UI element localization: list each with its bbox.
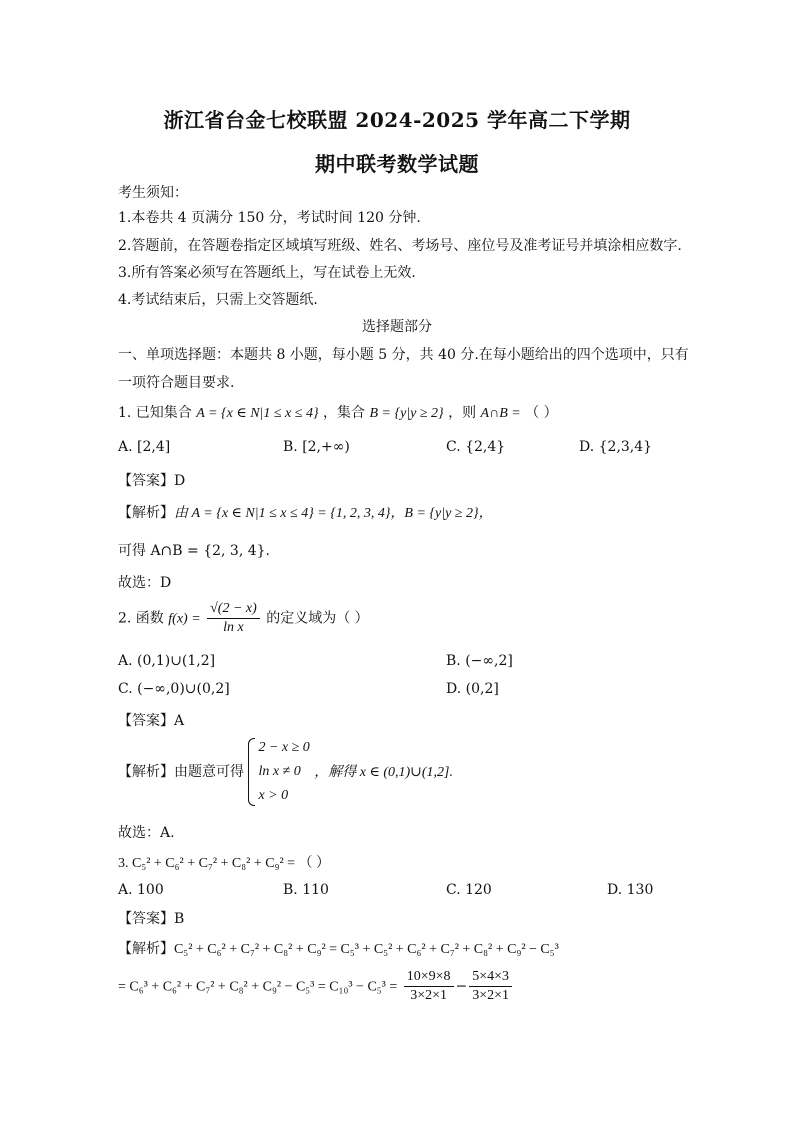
q1-analysis-line1 [118,502,493,522]
q3-answer: 【答案】B [118,911,185,927]
q2-conclusion: 故选：A. [118,825,175,841]
q2-condition-3: x > 0 [258,788,289,803]
q3-analysis-line2 [118,968,514,1005]
q2-analysis-prefix: 由题意可得 [174,764,244,780]
q2-stem [118,600,369,637]
q1-set-b: B = {y|y ≥ 2} [369,406,444,421]
q3-fraction-1-denominator: 3×2×1 [410,988,448,1003]
q1-stem [118,402,558,422]
q1-analysis-label: 【解析】 [118,505,174,521]
q2-option-d: D. (0,2] [446,681,499,697]
q3-fraction-2 [469,968,512,1005]
notice-item-2: 2.答题前，在答题卷指定区域填写班级、姓名、考场号、座位号及准考证号并填涂相应数字. [118,238,682,254]
notice-item-3: 3.所有答案必须写在答题纸上，写在试卷上无效. [118,265,416,281]
exam-title-line1: 浙江省台金七校联盟 2024-2025 学年高二下学期 [163,108,631,132]
q2-stem-suffix: 的定义域为（ ） [266,610,369,627]
q1-option-d: D. {2,3,4} [579,439,653,455]
q1-blank: （ ） [525,405,558,421]
q2-numerator: √(2 − x) [207,600,260,619]
q1-expression: A∩B = [480,406,521,421]
q3-fraction-1-numerator: 10×9×8 [404,968,454,987]
q3-fraction-1 [404,968,454,1005]
q1-answer: 【答案】D [118,473,186,489]
q2-denominator: ln x [223,620,244,635]
q2-option-b: B. (−∞,2] [446,653,513,669]
q2-option-c: C. (−∞,0)∪(0,2] [118,681,230,697]
q3-option-a: A. 100 [118,882,164,898]
part1-instructions-line1: 一、单项选择题：本题共 8 小题，每小题 5 分，共 40 分.在每小题给出的四个选项中，只有 [118,347,689,363]
notice-item-1: 1.本卷共 4 页满分 150 分，考试时间 120 分钟. [118,210,421,226]
q1-stem-suffix: ，则 [448,405,477,421]
q3-fraction-2-denominator: 3×2×1 [472,988,510,1003]
notice-heading: 考生须知： [118,185,188,201]
q3-analysis-expr: = C₆³ + C₆² + C₇² + C₈² + C₉² − C₅³ = C₁₀³ − C₅³ = [118,979,398,995]
q1-analysis-line2: 可得 A∩B = {2, 3, 4}. [118,543,270,559]
q3-option-d: D. 130 [607,882,654,898]
q1-conclusion: 故选：D [118,575,172,591]
q2-stem-prefix: 2. 函数 [118,610,164,627]
q1-stem-prefix: 1. 已知集合 [118,405,192,421]
q3-option-b: B. 110 [283,882,329,898]
q2-analysis-label: 【解析】 [118,764,174,780]
q2-function: f(x) = [168,611,201,627]
q1-option-b: B. [2,+∞) [283,439,350,455]
q2-condition-1: 2 − x ≥ 0 [258,740,310,755]
q1-option-c: C. {2,4} [446,439,506,455]
q1-stem-middle: ，集合 [323,405,366,421]
q3-option-c: C. 120 [446,882,492,898]
q3-fraction-2-numerator: 5×4×3 [469,968,512,987]
notice-item-4: 4.考试结束后，只需上交答题纸. [118,292,318,308]
q1-set-a: A = {x ∈ N|1 ≤ x ≤ 4} [196,406,319,421]
exam-title-line2: 期中联考数学试题 [315,152,479,176]
q3-analysis-line1 [118,938,559,958]
part1-instructions-line2: 一项符合题目要求. [118,375,235,391]
q3-minus-sign: − [455,978,468,995]
q2-condition-2: ln x ≠ 0 [258,764,301,779]
q2-answer: 【答案】A [118,713,185,729]
q2-inequality-system [248,736,309,808]
q2-analysis-suffix: ，解得 x ∈ (0,1)∪(1,2]. [314,765,454,780]
q1-option-a: A. [2,4] [118,439,171,455]
q3-stem: 3. C₅² + C₆² + C₇² + C₈² + C₉² = （ ） [118,856,331,871]
section-title: 选择题部分 [362,319,432,335]
q2-fraction [207,600,260,637]
q1-analysis-text: 由 A = {x ∈ N|1 ≤ x ≤ 4} = {1, 2, 3, 4}，B = {y|y ≥ 2}， [174,506,493,521]
q3-analysis-label: 【解析】 [118,941,174,957]
q3-analysis-text: C₅² + C₆² + C₇² + C₈² + C₉² = C₅³ + C₅² + C₆² + C₇² + C₈² + C₉² − C₅³ [174,942,559,957]
q2-option-a: A. (0,1)∪(1,2] [118,653,216,669]
q2-analysis [118,736,453,808]
